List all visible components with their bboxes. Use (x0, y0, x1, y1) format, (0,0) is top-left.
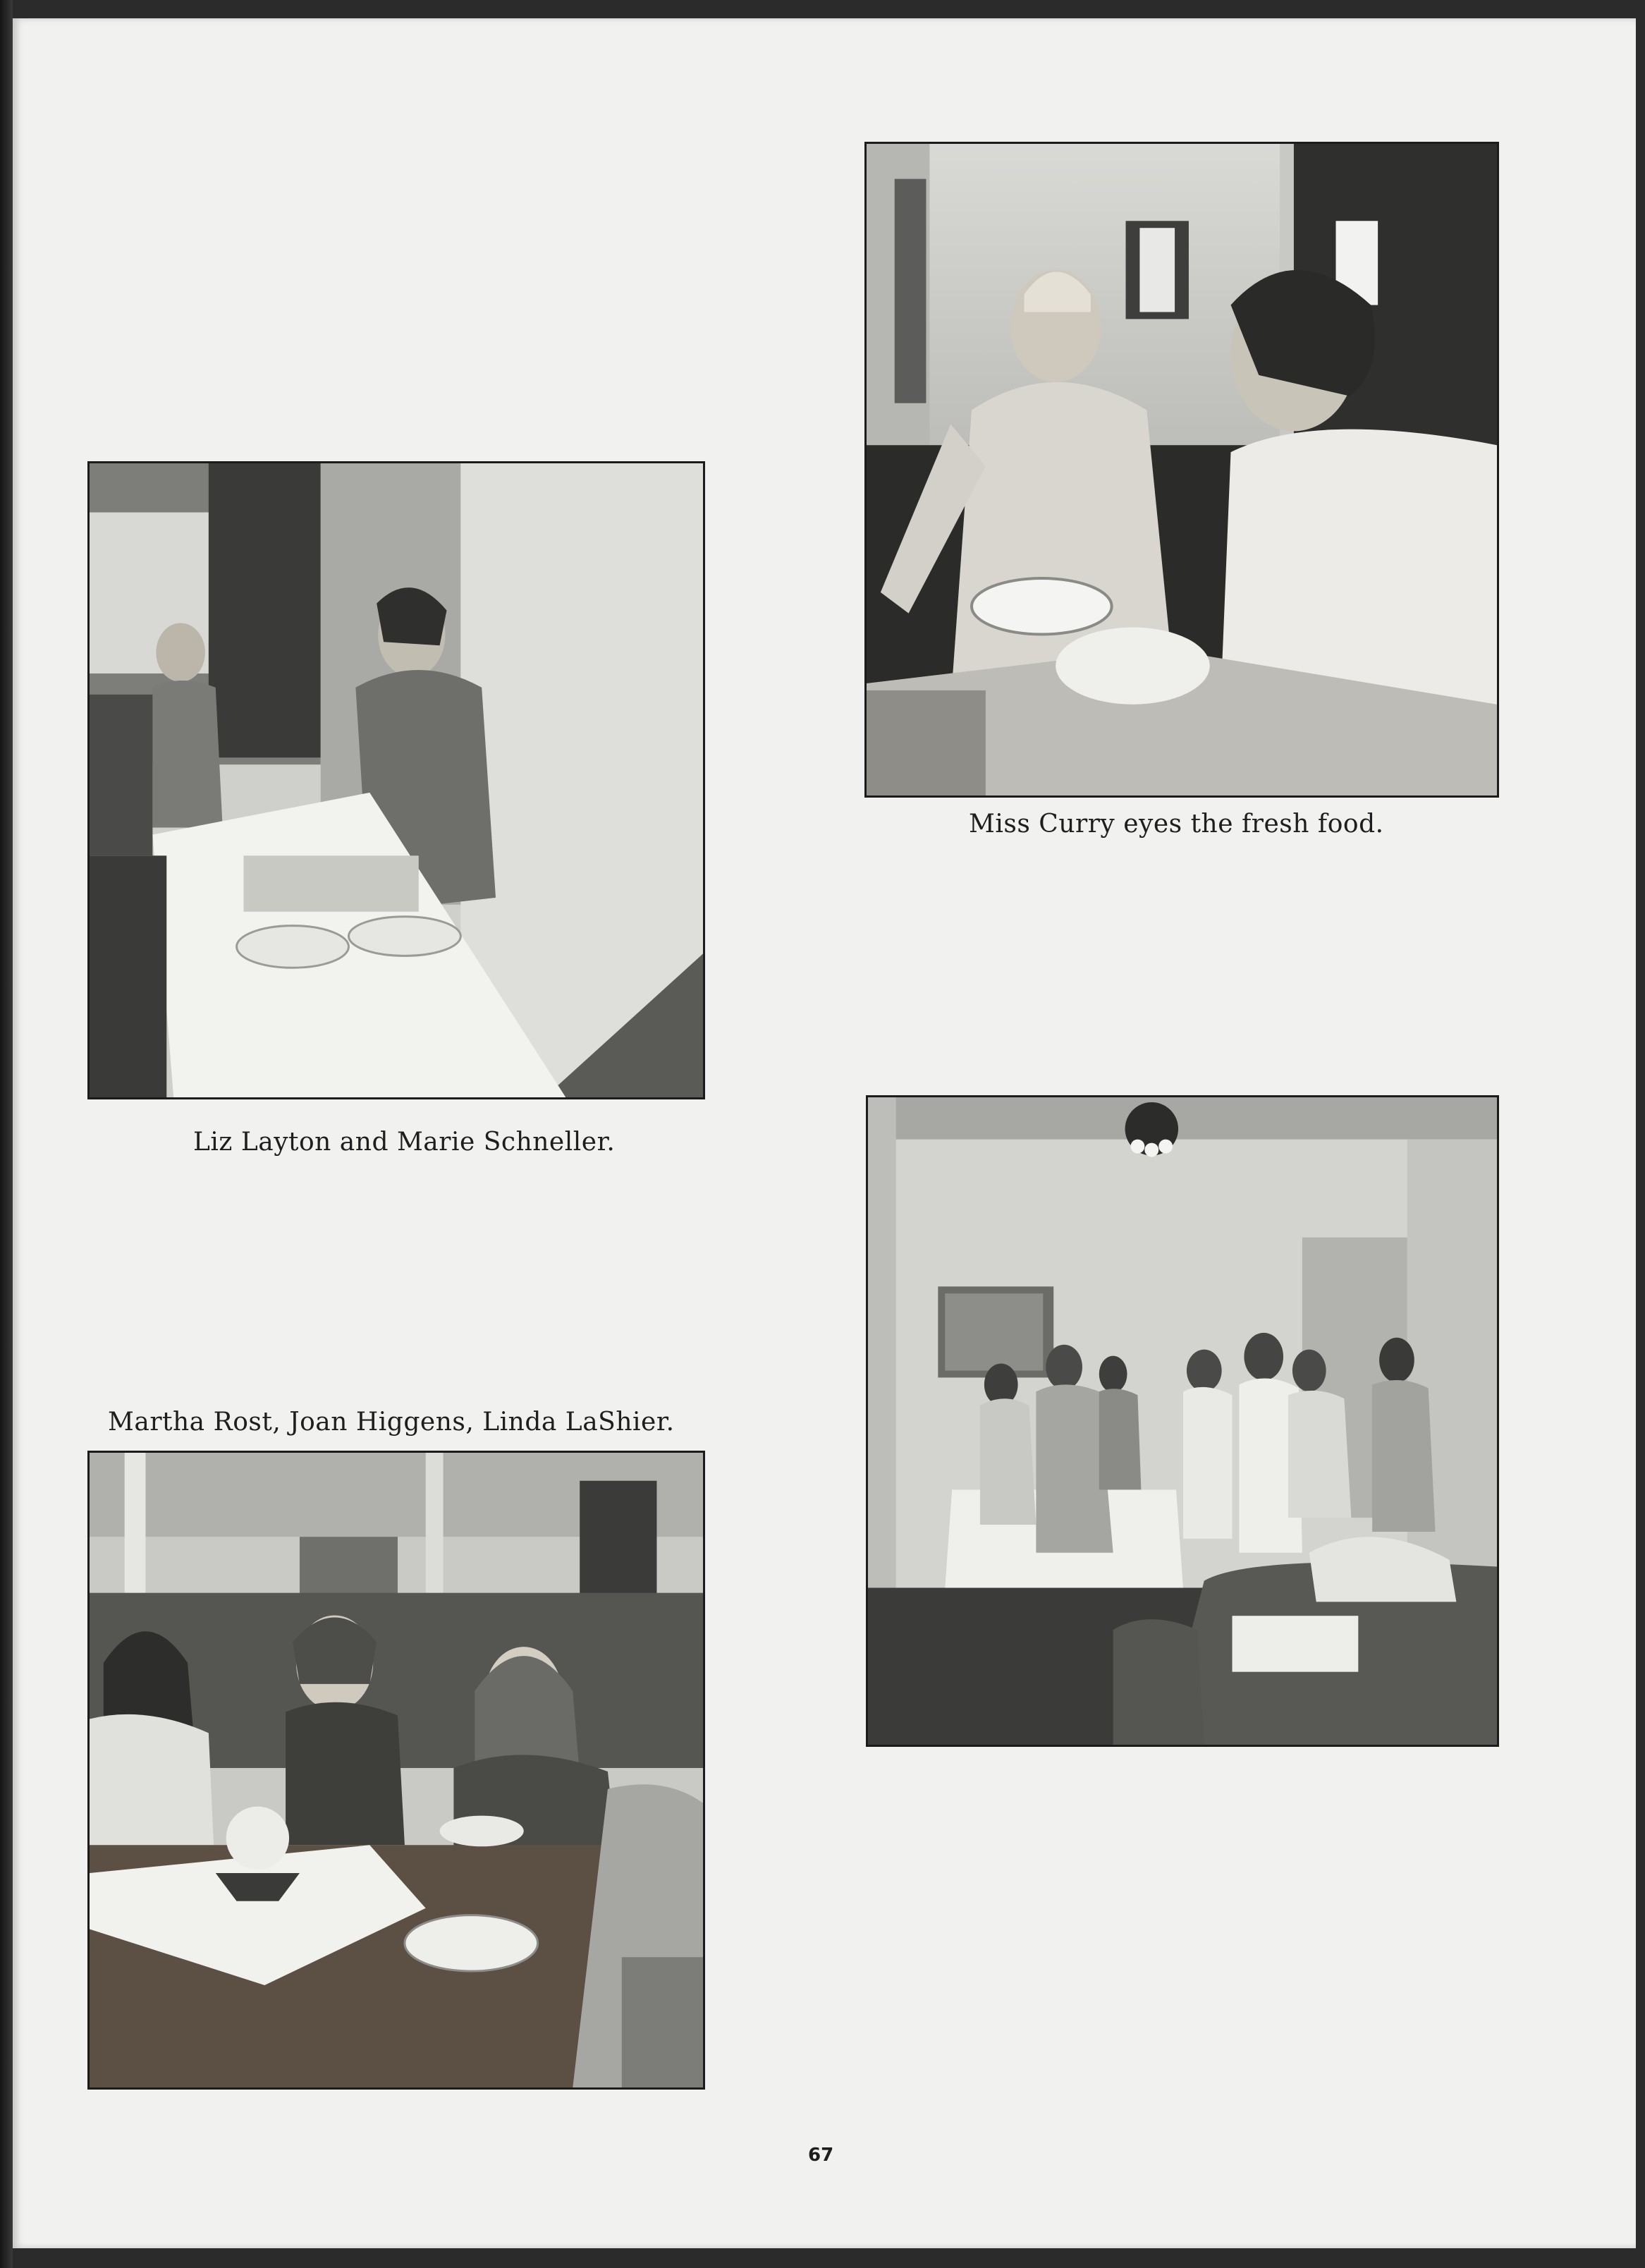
caption-miss-curry: Miss Curry eyes the fresh food. (969, 810, 1384, 839)
photo-martha-joan-linda-dining (87, 1451, 705, 2090)
page-number: 67 (808, 2145, 834, 2166)
photo-liz-layton-marie-schneller-image (90, 463, 703, 1097)
photo-liz-layton-marie-schneller (87, 461, 705, 1099)
photo-martha-joan-linda-dining-image (90, 1453, 703, 2087)
photo-dining-room-buffet-image (868, 1097, 1497, 1745)
photo-miss-curry-serving-image (867, 144, 1497, 795)
yearbook-page (13, 18, 1636, 2248)
photo-miss-curry-serving (864, 142, 1499, 798)
caption-liz-layton-marie-schneller: Liz Layton and Marie Schneller. (193, 1128, 616, 1157)
caption-martha-joan-linda: Martha Rost, Joan Higgens, Linda LaShier. (108, 1408, 675, 1437)
photo-dining-room-buffet (866, 1095, 1499, 1747)
page-binding-edge (0, 0, 13, 2268)
